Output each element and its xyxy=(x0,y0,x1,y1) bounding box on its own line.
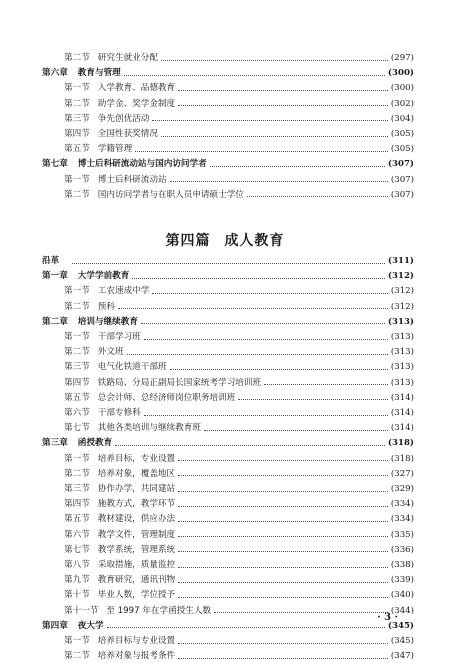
toc-leader-dots xyxy=(178,551,388,552)
toc-entry-section: 第四节 xyxy=(64,499,90,510)
toc-entry-section: 第一节 xyxy=(64,636,90,646)
toc-leader-dots xyxy=(115,445,385,446)
toc-entry-title: 夜大学 xyxy=(77,620,104,631)
toc-leader-dots xyxy=(72,263,385,264)
toc-entry-title: 采取措施，质量监控 xyxy=(97,560,176,570)
toc-entry xyxy=(42,619,414,633)
toc-leader-dots xyxy=(214,612,388,613)
toc-entry-title: 学籍管理 xyxy=(97,144,133,155)
toc-entry-page: (302) xyxy=(390,98,414,109)
toc-entry-section: 第一节 xyxy=(64,83,90,94)
toc-leader-dots xyxy=(152,293,388,294)
part-heading xyxy=(0,230,450,252)
toc-leader-dots xyxy=(178,521,388,522)
toc-entry-section: 第二节 xyxy=(64,468,90,479)
toc-entry-page: (312) xyxy=(390,286,414,297)
toc-entry-title: 教学文件，管理制度 xyxy=(97,529,176,540)
toc-entry xyxy=(64,112,414,126)
toc-entry xyxy=(64,543,414,557)
toc-entry-section: 第一节 xyxy=(64,453,90,464)
toc-entry-title: 教育研究，通讯刊物 xyxy=(97,575,176,586)
toc-entry-page: (334) xyxy=(390,499,414,510)
page-number: · 3 · xyxy=(377,612,398,623)
toc-entry-page: (304) xyxy=(390,113,414,124)
toc-entry-title: 干部专修科 xyxy=(97,408,141,418)
toc-entry xyxy=(64,482,414,496)
toc-entry-title: 博士后科研流动站 xyxy=(97,174,167,185)
toc-entry-section: 第二节 xyxy=(64,98,90,109)
toc-entry-title: 培养目标与专业设置 xyxy=(97,636,176,646)
toc-entry-section: 第八节 xyxy=(64,560,90,570)
toc-entry xyxy=(64,360,414,374)
toc-leader-dots xyxy=(170,181,388,182)
toc-entry-title: 教材建设，供应办法 xyxy=(97,514,176,525)
toc-leader-dots xyxy=(107,627,385,628)
toc-leader-dots xyxy=(264,384,388,385)
toc-entry xyxy=(64,300,414,314)
toc-leader-dots xyxy=(170,369,388,370)
toc-entry-title: 助学金、奖学金制度 xyxy=(97,98,176,109)
toc-leader-dots xyxy=(152,120,388,121)
toc-entry xyxy=(64,97,414,111)
toc-leader-dots xyxy=(161,60,388,61)
toc-entry xyxy=(64,284,414,298)
toc-entry xyxy=(64,573,414,587)
toc-entry-title: 培训与继续教育 xyxy=(77,316,138,327)
toc-entry-page: (327) xyxy=(390,468,414,479)
toc-entry-section: 第三节 xyxy=(64,113,90,124)
toc-entry-page: (334) xyxy=(390,514,414,525)
toc-entry-page: (335) xyxy=(390,529,414,540)
toc-entry-section: 沿革 xyxy=(42,256,60,266)
toc-leader-dots xyxy=(178,643,388,644)
toc-entry xyxy=(64,81,414,95)
toc-entry-section: 第五节 xyxy=(64,514,90,525)
toc-entry-page: (345) xyxy=(387,620,414,631)
toc-entry-page: (347) xyxy=(390,651,414,662)
toc-entry-page: (305) xyxy=(390,144,414,155)
toc-entry xyxy=(64,142,414,156)
toc-leader-dots xyxy=(178,567,388,568)
toc-entry-page: (345) xyxy=(390,636,414,646)
toc-entry-section: 第二节 xyxy=(64,651,90,662)
toc-leader-dots xyxy=(178,491,388,492)
toc-entry-page: (314) xyxy=(390,423,414,434)
toc-entry-section: 第一节 xyxy=(64,286,90,297)
toc-entry-section: 第五节 xyxy=(64,392,90,403)
toc-leader-dots xyxy=(135,151,388,152)
toc-entry-section: 第六节 xyxy=(64,529,90,540)
toc-entry-title: 培养目标，专业设置 xyxy=(97,453,176,464)
toc-entry xyxy=(42,269,414,283)
toc-entry-title: 工农速成中学 xyxy=(97,286,150,297)
toc-entry-title: 培养对象与报考条件 xyxy=(97,651,176,662)
toc-entry xyxy=(64,391,414,405)
toc-leader-dots xyxy=(178,105,388,106)
toc-entry-title: 外文班 xyxy=(97,347,124,358)
toc-entry-page: (307) xyxy=(390,189,414,200)
toc-entry xyxy=(64,51,414,65)
toc-entry-page: (297) xyxy=(390,53,414,63)
toc-entry-section: 第三节 xyxy=(64,484,90,494)
toc-leader-dots xyxy=(178,658,388,659)
toc-leader-dots xyxy=(210,166,385,167)
toc-leader-dots xyxy=(178,90,388,91)
toc-entry xyxy=(42,254,414,268)
toc-entry-page: (339) xyxy=(390,575,414,586)
toc-entry-title: 函授教育 xyxy=(77,438,113,449)
toc-entry-page: (313) xyxy=(390,332,414,342)
toc-entry xyxy=(64,345,414,359)
toc-entry xyxy=(64,127,414,141)
toc-entry-page: (329) xyxy=(390,484,414,494)
toc-leader-dots xyxy=(141,323,385,324)
toc-entry-page: (313) xyxy=(387,316,414,327)
toc-entry-section: 第十节 xyxy=(64,590,90,601)
toc-entry-section: 第九节 xyxy=(64,575,90,586)
toc-leader-dots xyxy=(161,136,388,137)
toc-entry-section: 第二章 xyxy=(42,316,68,327)
toc-entry-title: 培养对象，覆盖地区 xyxy=(97,468,176,479)
toc-leader-dots xyxy=(204,430,388,431)
toc-entry-title: 毕业人数，学位授予 xyxy=(97,590,176,601)
toc-entry xyxy=(64,467,414,481)
toc-entry-section: 第三章 xyxy=(42,438,68,449)
toc-entry-section: 第三节 xyxy=(64,362,90,373)
toc-entry-page: (300) xyxy=(390,83,414,94)
toc-entry xyxy=(64,421,414,435)
toc-entry xyxy=(42,436,414,450)
toc-entry-title: 争先创优活动 xyxy=(97,113,150,124)
toc-entry-page: (318) xyxy=(390,453,414,464)
toc-leader-dots xyxy=(247,196,388,197)
toc-entry-page: (312) xyxy=(390,301,414,312)
toc-leader-dots xyxy=(178,582,388,583)
toc-leader-dots xyxy=(144,339,388,340)
toc-entry-section: 第二节 xyxy=(64,189,90,200)
toc-entry-title: 铁路局、分局正副局长国家统考学习培训班 xyxy=(97,377,262,388)
toc-leader-dots xyxy=(132,278,385,279)
toc-entry-page: (311) xyxy=(387,256,414,266)
toc-entry-page: (314) xyxy=(390,408,414,418)
toc-entry-title: 协作办学，共同建站 xyxy=(97,484,176,494)
toc-entry-section: 第二节 xyxy=(64,347,90,358)
toc-entry-page: (344) xyxy=(390,605,414,616)
toc-entry-title: 电气化铁道干部班 xyxy=(97,362,167,373)
toc-entry xyxy=(64,406,414,420)
toc-entry-page: (340) xyxy=(390,590,414,601)
toc-entry-title: 教育与管理 xyxy=(77,68,121,79)
toc-entry-section: 第七章 xyxy=(42,159,68,170)
toc-entry xyxy=(42,315,414,329)
toc-entry-page: (338) xyxy=(390,560,414,570)
toc-leader-dots xyxy=(127,354,388,355)
toc-entry xyxy=(64,512,414,526)
toc-entry-page: (312) xyxy=(387,271,414,282)
toc-entry xyxy=(42,66,414,80)
toc-entry-title: 总会计师、总经济师岗位职务培训班 xyxy=(97,392,236,403)
toc-entry-title: 研究生就业分配 xyxy=(97,53,158,63)
toc-entry xyxy=(42,157,414,171)
toc-entry-section: 第七节 xyxy=(64,544,90,555)
toc-entry-page: (305) xyxy=(390,129,414,139)
toc-entry-section: 第四节 xyxy=(64,377,90,388)
toc-leader-dots xyxy=(178,536,388,537)
toc-entry xyxy=(64,173,414,187)
toc-entry-section: 第七节 xyxy=(64,423,90,434)
toc-entry-title: 其他各类培训与继续教育班 xyxy=(97,423,201,434)
toc-entry-section: 第一节 xyxy=(64,174,90,185)
toc-entry-section: 第六节 xyxy=(64,408,90,418)
toc-entry xyxy=(64,188,414,202)
toc-entry xyxy=(64,452,414,466)
toc-entry-page: (318) xyxy=(387,438,414,449)
toc-entry-page: (313) xyxy=(390,377,414,388)
toc-entry-section: 第一节 xyxy=(64,332,90,342)
toc-leader-dots xyxy=(178,597,388,598)
toc-entry xyxy=(64,649,414,663)
toc-entry xyxy=(64,558,414,572)
toc-entry-title: 干部学习班 xyxy=(97,332,141,342)
toc-entry-page: (307) xyxy=(387,159,414,170)
part-title: 成人教育 xyxy=(224,233,285,249)
toc-entry-title: 国内访问学者与在职人员申请硕士学位 xyxy=(97,189,244,200)
toc-entry-title: 预科 xyxy=(97,301,115,312)
toc-entry xyxy=(64,604,414,618)
toc-entry-section: 第二节 xyxy=(64,301,90,312)
toc-entry-section: 第六章 xyxy=(42,68,68,79)
toc-entry-page: (336) xyxy=(390,544,414,555)
toc-entry-page: (313) xyxy=(390,362,414,373)
toc-entry-title: 至 1997 年在学函授生人数 xyxy=(106,605,212,616)
toc-entry-section: 第四节 xyxy=(64,129,90,139)
toc-leader-dots xyxy=(124,75,385,76)
toc-entry xyxy=(64,528,414,542)
toc-entry-section: 第十一节 xyxy=(64,605,99,616)
toc-leader-dots xyxy=(238,399,388,400)
toc-entry xyxy=(64,330,414,344)
toc-entry-title: 大学学前教育 xyxy=(77,271,130,282)
toc-entry-section: 第五节 xyxy=(64,144,90,155)
toc-entry-section: 第一章 xyxy=(42,271,68,282)
toc-leader-dots xyxy=(178,506,388,507)
toc-entry-title: 入学教育、品德教育 xyxy=(97,83,176,94)
toc-leader-dots xyxy=(178,475,388,476)
toc-entry xyxy=(64,497,414,511)
toc-entry-page: (307) xyxy=(390,174,414,185)
toc-leader-dots xyxy=(178,460,388,461)
toc-entry-page: (313) xyxy=(390,347,414,358)
toc-entry xyxy=(64,376,414,390)
toc-entry-title: 全国性获奖情况 xyxy=(97,129,158,139)
toc-entry-title: 教学系统，管理系统 xyxy=(97,544,176,555)
toc-entry-page: (314) xyxy=(390,392,414,403)
toc-entry-title: 施教方式，教学环节 xyxy=(97,499,176,510)
toc-entry-title: 博士后科研流动站与国内访问学者 xyxy=(77,159,207,170)
toc-entry-page: (300) xyxy=(387,68,414,79)
toc-entry xyxy=(64,588,414,602)
part-label: 第四篇 xyxy=(165,233,211,249)
toc-leader-dots xyxy=(144,415,388,416)
toc-entry-section: 第二节 xyxy=(64,53,90,63)
toc-entry-section: 第四章 xyxy=(42,620,68,631)
toc-leader-dots xyxy=(118,308,388,309)
toc-entry xyxy=(64,634,414,648)
